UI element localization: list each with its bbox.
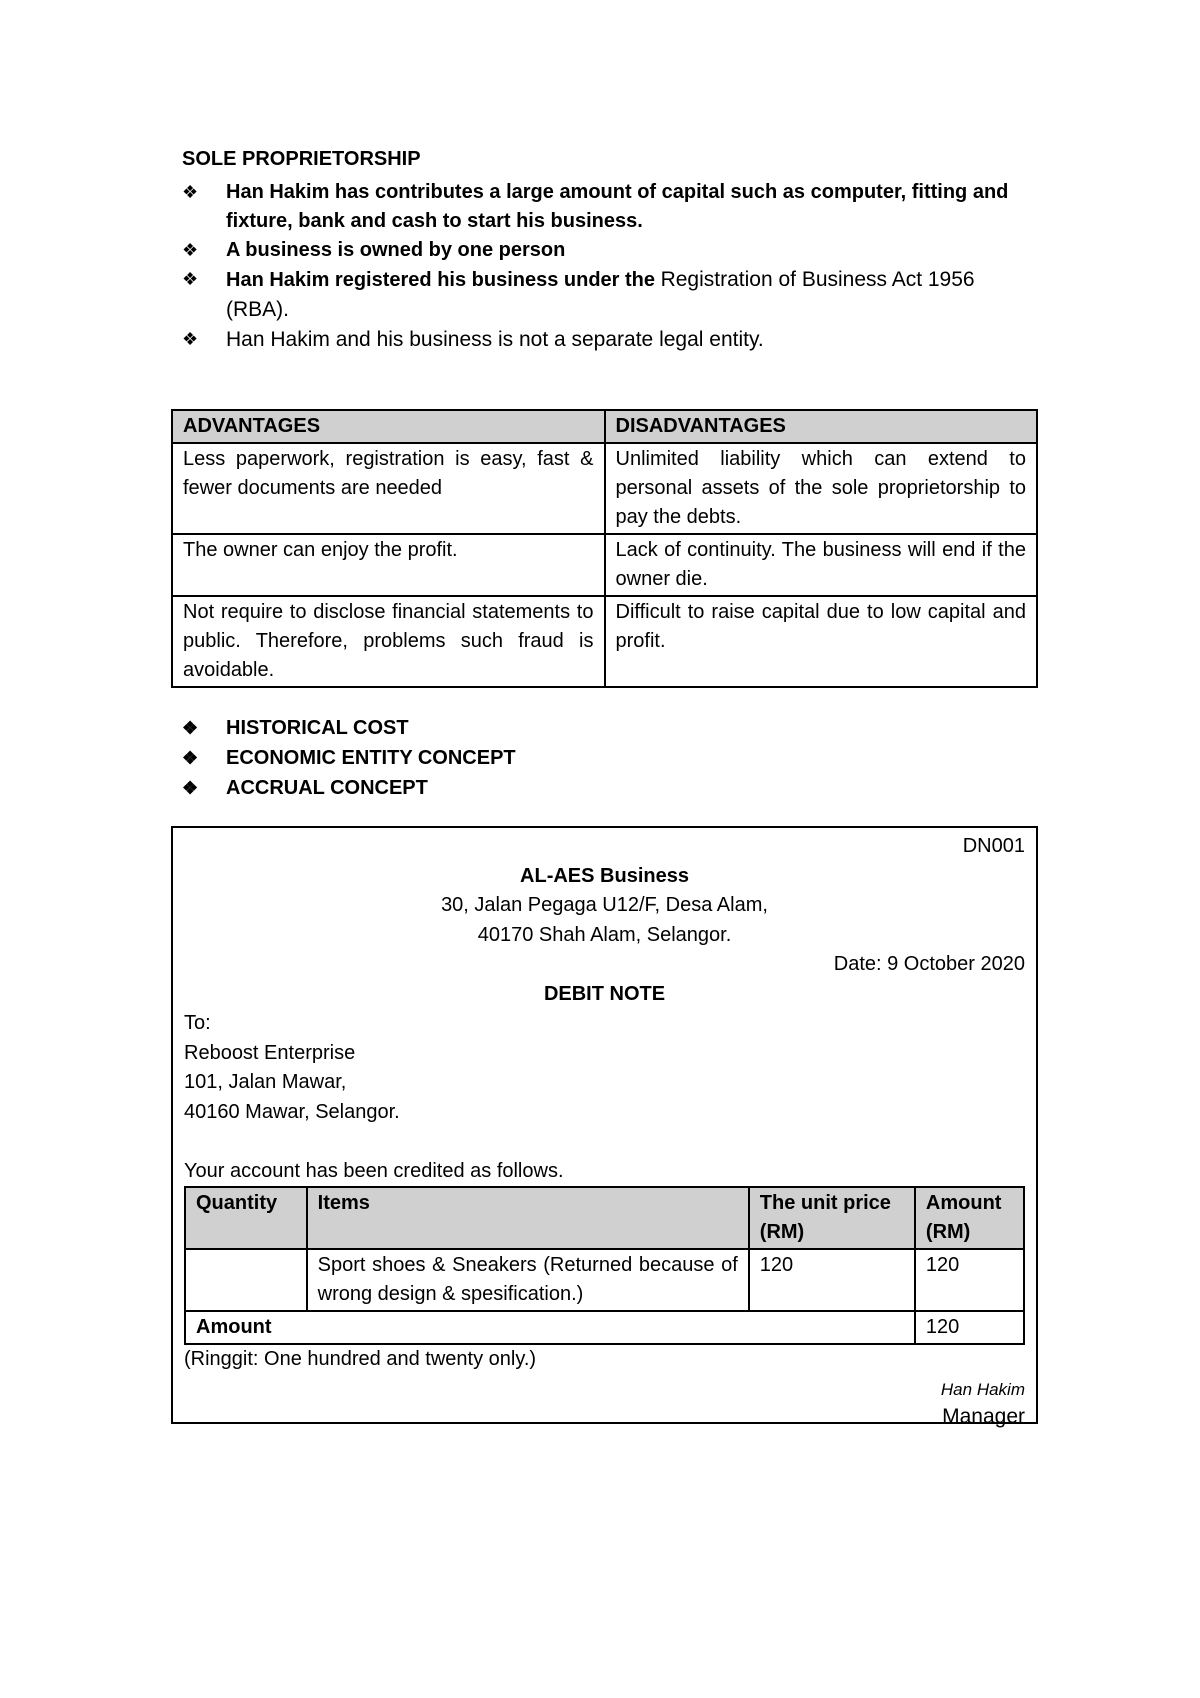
disadvantages-header: DISADVANTAGES — [605, 410, 1038, 443]
unit-price-cell: 120 — [749, 1249, 915, 1311]
diamond-bullet-icon: ❖ — [182, 329, 199, 349]
debit-note-number: DN001 — [962, 835, 1025, 857]
bullet-item: ❖ Han Hakim registered his business under the Registration of Business Act 1956 (RBA). — [182, 265, 1012, 325]
concept-item: ❖ HISTORICAL COST — [182, 713, 516, 743]
advantage-cell: Less paperwork, registration is easy, fast & fewer documents are needed — [172, 443, 605, 534]
recipient-address-line1: 101, Jalan Mawar, — [184, 1071, 347, 1093]
concept-list — [182, 713, 516, 803]
advantages-table — [171, 409, 1038, 688]
items-table — [184, 1186, 1025, 1345]
debit-note — [171, 826, 1038, 1428]
quantity-header: Quantity — [185, 1187, 307, 1249]
table-row — [172, 596, 1037, 687]
items-header-row — [185, 1187, 1024, 1249]
table-row — [185, 1249, 1024, 1311]
item-cell: Sport shoes & Sneakers (Returned because of wrong design & spesification.) — [307, 1249, 749, 1311]
amount-in-words: (Ringgit: One hundred and twenty only.) — [184, 1348, 537, 1370]
table-row — [172, 443, 1037, 534]
total-label: Amount — [185, 1311, 915, 1344]
total-row — [185, 1311, 1024, 1344]
amount-cell: 120 — [915, 1249, 1024, 1311]
company-address-line1: 30, Jalan Pegaga U12/F, Desa Alam, — [441, 894, 768, 916]
table-header-row — [172, 410, 1037, 443]
signature: Han Hakim — [940, 1379, 1025, 1399]
disadvantage-cell: Lack of continuity. The business will end if the owner die. — [605, 534, 1038, 596]
concept-item: ❖ ECONOMIC ENTITY CONCEPT — [182, 743, 516, 773]
signatory-title: Manager — [942, 1404, 1025, 1428]
diamond-bullet-icon: ❖ — [182, 778, 199, 798]
advantage-cell: Not require to disclose financial statements to public. Therefore, problems such fraud is avoidable. — [172, 596, 605, 687]
section-title: SOLE PROPRIETORSHIP — [182, 148, 421, 170]
bullet-item: ❖ Han Hakim and his business is not a separate legal entity. — [182, 325, 1012, 355]
note-date: Date: 9 October 2020 — [833, 953, 1025, 975]
advantage-cell: The owner can enjoy the profit. — [172, 534, 605, 596]
bullet-item: ❖ A business is owned by one person — [182, 236, 1012, 265]
diamond-bullet-icon: ❖ — [182, 748, 199, 768]
bullet-list — [182, 178, 1012, 355]
disadvantage-cell: Difficult to raise capital due to low capital and profit. — [605, 596, 1038, 687]
company-address-line2: 40170 Shah Alam, Selangor. — [477, 923, 732, 946]
disadvantage-cell: Unlimited liability which can extend to personal assets of the sole proprietorship to pay the debts. — [605, 443, 1038, 534]
note-intro: Your account has been credited as follows. — [184, 1159, 564, 1182]
bullet-item: ❖ Han Hakim has contributes a large amount of capital such as computer, fitting and fixture, bank and cash to start his business. — [182, 178, 1012, 236]
spacer — [184, 1127, 1025, 1157]
diamond-bullet-icon: ❖ — [182, 718, 199, 738]
unit-price-header: The unit price (RM) — [749, 1187, 915, 1249]
diamond-bullet-icon: ❖ — [182, 269, 199, 289]
to-label: To: — [184, 1012, 211, 1034]
recipient-name: Reboost Enterprise — [184, 1041, 356, 1064]
items-header: Items — [307, 1187, 749, 1249]
quantity-cell — [185, 1249, 307, 1311]
note-title: DEBIT NOTE — [543, 982, 666, 1005]
company-name: AL-AES Business — [520, 864, 689, 887]
advantages-header: ADVANTAGES — [172, 410, 605, 443]
recipient-address-line2: 40160 Mawar, Selangor. — [184, 1100, 400, 1123]
total-value: 120 — [915, 1311, 1024, 1344]
concept-item: ❖ ACCRUAL CONCEPT — [182, 773, 516, 803]
amount-header: Amount (RM) — [915, 1187, 1024, 1249]
diamond-bullet-icon: ❖ — [182, 182, 199, 202]
table-row — [172, 534, 1037, 596]
diamond-bullet-icon: ❖ — [182, 240, 199, 260]
